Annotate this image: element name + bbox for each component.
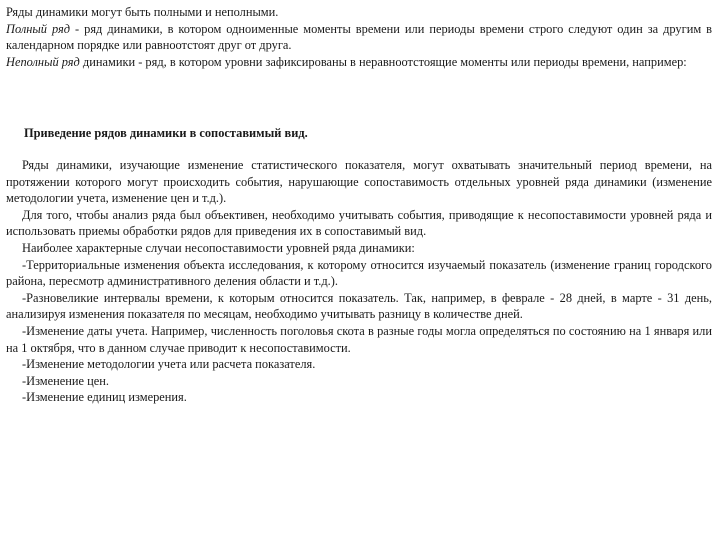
full-series-term: Полный ряд [6, 21, 71, 36]
list-item: -Разновеликие интервалы времени, к которым относится показатель. Так, например, в феврале - 28 дней, в марте - 31 день, анализируя изменения показателя по месяцам, необходимо учитывать разницу в количестве дней. [6, 290, 712, 322]
partial-series-definition [6, 54, 712, 71]
paragraph-1: Ряды динамики, изучающие изменение статистического показателя, могут охватывать значительный период времени, на протяжении которого могут происходить события, нарушающие сопоставимость отдельных уровней ряда динамики (изменение методологии учета, изменение цен и т.д.). [6, 158, 712, 206]
section-body [6, 157, 712, 406]
partial-series-text: динамики - ряд, в котором уровни зафиксированы в неравноотстоящие моменты или периоды времени, например: [79, 54, 687, 69]
partial-series-term: Неполный ряд [6, 54, 80, 69]
section-heading-block [6, 125, 712, 142]
paragraph-3: Наиболее характерные случаи несопоставимости уровней ряда динамики: [22, 240, 415, 255]
intro-line: Ряды динамики могут быть полными и неполными. [6, 5, 279, 19]
full-series-definition [6, 21, 712, 54]
full-series-text: - ряд динамики, в котором одноименные моменты времени или периоды времени строго следуют один за другим в календарном порядке или равноотстоят друг от друга. [6, 21, 713, 53]
list-item: -Изменение даты учета. Например, численность поголовья скота в разные годы могла определяться по состоянию на 1 января или на 1 октября, что в данном случае приводит к несопоставимости. [6, 323, 712, 355]
intro-block [6, 4, 712, 70]
section-heading: Приведение рядов динамики в сопоставимый вид. [24, 126, 308, 140]
list-item: -Изменение единиц измерения. [22, 390, 187, 405]
paragraph-2: Для того, чтобы анализ ряда был объективен, необходимо учитывать события, приводящие к несопоставимости уровней ряда и использовать приемы обработки рядов для приведения их в сопоставимый вид. [6, 207, 712, 239]
list-item: -Изменение методологии учета или расчета показателя. [22, 357, 316, 372]
list-item: -Изменение цен. [22, 373, 109, 388]
list-item: -Территориальные изменения объекта исследования, к которому относится изучаемый показатель (изменение границ городского района, пересмотр административного деления области и т.д.). [6, 257, 712, 289]
